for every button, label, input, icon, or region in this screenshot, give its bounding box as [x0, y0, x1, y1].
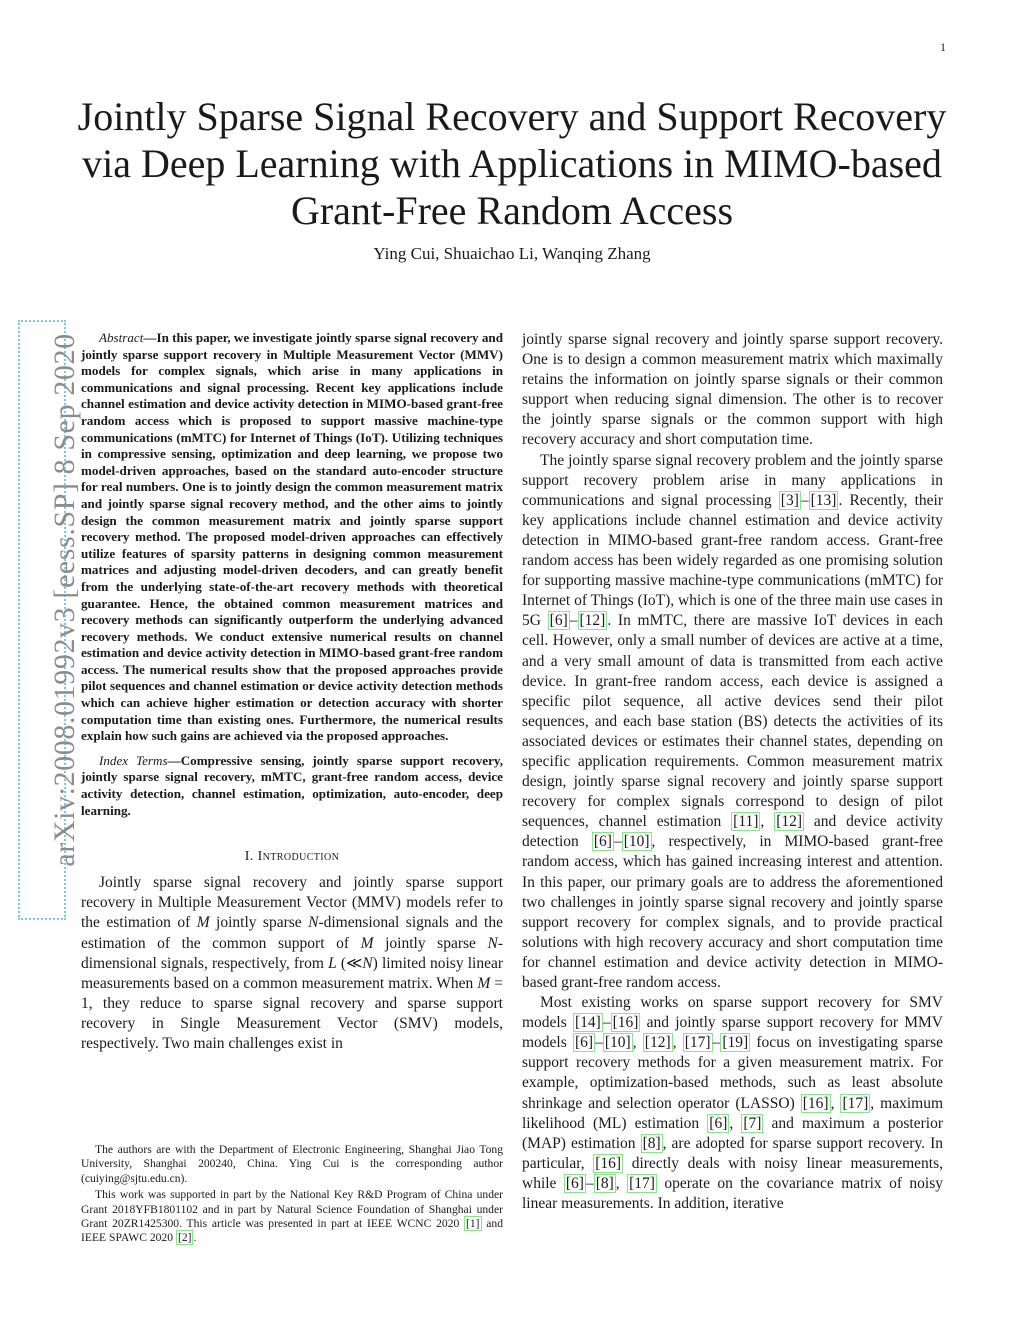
citation-link[interactable]: [14]	[574, 1014, 601, 1032]
text-run: The jointly sparse signal recovery problem and the jointly sparse support recovery problem arise in many applications in communications and signal processing	[522, 451, 943, 509]
citation-link[interactable]: [12]	[644, 1034, 671, 1052]
text-run: Most existing works on sparse support recovery for SMV models	[522, 994, 943, 1032]
left-column	[81, 330, 503, 1054]
citation-link[interactable]: [16]	[612, 1014, 639, 1032]
citation-link[interactable]: [7]	[743, 1114, 762, 1132]
text-run: ,	[632, 1034, 643, 1052]
related-work-paragraph	[522, 993, 943, 1214]
citation-link[interactable]: [13]	[810, 491, 837, 509]
citation-link[interactable]: [6]	[565, 1174, 584, 1192]
text-run: jointly sparse	[209, 914, 309, 932]
intro-paragraph-continued: jointly sparse signal recovery and jointly sparse support recovery. One is to design a common measurement matrix which maximally retains the information on jointly sparse signals or their common support when reducing signal dimension. The other is to recover the jointly sparse signals or the common support with high recovery accuracy and short computation time.	[522, 331, 943, 449]
text-run: , are adopted for sparse support recovery. In particular,	[522, 1134, 943, 1172]
section-heading-introduction	[81, 849, 503, 865]
page-number: 1	[940, 40, 946, 54]
text-run: focus on investigating sparse support recovery methods for a given measurement matrix. For example, optimization-based methods, such as least absolute shrinkage and selection operator (LASSO)	[522, 1034, 944, 1112]
citation-link[interactable]: [6]	[549, 612, 568, 630]
text-run: –	[569, 612, 578, 630]
abstract	[81, 330, 503, 745]
text-run: –	[585, 1174, 594, 1192]
abstract-lead: Abstract	[99, 330, 144, 345]
text-run: –	[712, 1034, 721, 1052]
citation-link[interactable]: [17]	[842, 1094, 869, 1112]
math-symbol: N	[308, 914, 319, 932]
citation-link[interactable]: [6]	[593, 833, 612, 851]
text-run: = 1, they reduce to sparse signal recovery and sparse support recovery in Single Measurement Vector (SMV) models, respectively. Two main challenges exist in	[81, 974, 503, 1052]
text-run: and maximum a posterior (MAP) estimation	[522, 1114, 943, 1152]
citation-link[interactable]: [10]	[623, 833, 650, 851]
text-run: ) limited noisy linear measurements based on a common measurement matrix. When	[81, 954, 504, 992]
citation-link[interactable]: [8]	[595, 1174, 614, 1192]
citation-link[interactable]: [10]	[604, 1034, 631, 1052]
text-run: -dimensional signals, respectively, from	[81, 934, 503, 972]
text-run: and jointly sparse support recovery for MMV models	[522, 1014, 943, 1052]
text-run: This work was supported in part by the National Key R&D Program of China under Grant 2018YFB1801102 and in part by Natural Science Foundation of Shanghai under Grant 20ZR1425300. This article was presented in part at IEEE WCNC 2020	[81, 1188, 503, 1231]
abstract-text: —In this paper, we investigate jointly sparse signal recovery and jointly sparse support recovery in Multiple Measurement Vector (MMV) models for complex signals, which arise in many applications in communications and signal processing. Recent key applications include channel estimation and device activity detection in MIMO-based grant-free random access which is proposed to support massive machine-type communications (mMTC) for Internet of Things (IoT). Utilizing techniques in compressive sensing, optimization and deep learning, we propose two model-driven approaches, based on the standard auto-encoder structure for real numbers. One is to jointly design the common measurement matrix and jointly sparse signal recovery method, and the other aims to jointly design the common measurement matrix and jointly sparse support recovery method. The proposed model-driven approaches can effectively utilize features of sparsity patterns in designing common measurement matrices and adjusting model-driven decoders, and can greatly benefit from the underlying state-of-the-art recovery methods with theoretical guarantee. Hence, the obtained common measurement matrices and recovery methods can significantly outperform the underlying advanced recovery methods. We conduct extensive numerical results on channel estimation and device activity detection in MIMO-based grant-free random access. The numerical results show that the proposed approaches provide pilot sequences and channel estimation or device activity detection methods which can achieve higher estimation or detection accuracy with shorter computation time than existing ones. Furthermore, the numerical results explain how such gains are achieved via the proposed approaches.	[81, 330, 503, 744]
citation-link[interactable]: [6]	[575, 1034, 594, 1052]
footnote-affiliation: The authors are with the Department of Electronic Engineering, Shanghai Jiao Tong University, Shanghai 200240, China. Ying Cui is the corresponding author (cuiying@sjtu.edu.cn).	[81, 1143, 503, 1185]
text-run: ,	[729, 1114, 742, 1132]
citation-link[interactable]: [1]	[466, 1217, 480, 1231]
text-run: ,	[672, 1034, 683, 1052]
applications-paragraph	[522, 451, 943, 994]
text-run: and IEEE SPAWC 2020	[81, 1217, 504, 1245]
math-symbol: L	[328, 954, 337, 972]
intro-paragraph	[81, 873, 503, 1054]
paper-title: Jointly Sparse Signal Recovery and Support Recovery via Deep Learning with Applications in MIMO-based Grant-Free Random Access	[77, 94, 947, 233]
citation-link[interactable]: [17]	[629, 1174, 655, 1192]
citation-link[interactable]: [6]	[709, 1114, 728, 1132]
text-run: –	[800, 491, 809, 509]
math-symbol: M	[196, 914, 210, 932]
math-symbol: N	[487, 934, 498, 952]
text-run: .	[193, 1231, 197, 1245]
index-terms-text: —Compressive sensing, jointly sparse support recovery, jointly sparse signal recovery, mMTC, grant-free random access, device activity detection, channel estimation, optimization, auto-encoder, deep learning.	[81, 752, 503, 818]
arxiv-stamp: arXiv:2008.01992v3 [eess.SP] 8 Sep 2020	[48, 333, 81, 867]
text-run: –	[595, 1034, 603, 1052]
text-run: –	[602, 1014, 611, 1032]
text-run: directly deals with noisy linear measurements, while	[522, 1154, 943, 1192]
text-run: and device activity detection	[522, 813, 944, 851]
citation-link[interactable]: [8]	[642, 1134, 661, 1152]
text-run: jointly sparse	[373, 934, 488, 952]
section-numeral: I.	[244, 849, 258, 865]
math-symbol: N	[362, 954, 373, 972]
math-symbol: M	[477, 974, 491, 992]
citation-link[interactable]: [12]	[579, 612, 606, 630]
citation-link[interactable]: [16]	[595, 1154, 622, 1172]
text-run: . In mMTC, there are massive IoT devices in each cell. However, only a small number of devices are active at a time, and a very small amount of data is transmitted from each active device. In grant-free random access, each device is assigned a specific pilot sequence, all active devices send their pilot sequences, and each base station (BS) detects the activities of its associated devices or estimates their channel states, depending on specific application requirements. Common measurement matrix design, jointly sparse signal recovery and jointly sparse support recovery for complex signals correspond to design of pilot sequences, channel estimation	[522, 612, 943, 831]
index-terms-lead: Index Terms	[99, 752, 168, 768]
section-title: Introduction	[257, 849, 340, 865]
citation-link[interactable]: [12]	[776, 813, 803, 831]
text-run: -dimensional signals and the estimation of the common support of	[81, 914, 503, 952]
text-run: , respectively, in MIMO-based grant-free random access, which has gained increasing interest and attention. In this paper, our primary goals are to address the aforementioned two challenges in jointly sparse signal recovery and jointly sparse support recovery for complex signals, and to provide practical solutions with high recovery accuracy and short computation time for channel estimation and device activity detection in MIMO-based grant-free random access.	[522, 833, 943, 991]
citation-link[interactable]: [16]	[802, 1094, 829, 1112]
index-terms	[81, 753, 503, 819]
citation-link[interactable]: [11]	[733, 813, 759, 831]
text-run: ,	[830, 1094, 841, 1112]
text-run: Jointly sparse signal recovery and jointly sparse support recovery in Multiple Measurement Vector (MMV) models refer to the estimation of	[81, 874, 503, 932]
right-column	[522, 330, 943, 1214]
text-run: (≪	[336, 954, 363, 972]
citation-link[interactable]: [17]	[684, 1034, 711, 1052]
text-run: ,	[760, 813, 775, 831]
text-run: –	[613, 833, 622, 851]
citation-link[interactable]: [19]	[722, 1034, 749, 1052]
author-list: Ying Cui, Shuaichao Li, Wanqing Zhang	[373, 244, 651, 263]
citation-link[interactable]: [2]	[177, 1231, 192, 1245]
text-run: . Recently, their key applications include channel estimation and device activity detection in MIMO-based grant-free random access. Grant-free random access has been widely regarded as one promising solution for supporting massive machine-type communications (mMTC) for Internet of Things (IoT), which is one of the three main use cases in 5G	[522, 491, 943, 630]
math-symbol: M	[360, 934, 374, 952]
footnotes	[81, 1143, 503, 1246]
text-run: ,	[615, 1174, 628, 1192]
footnote-funding	[81, 1188, 503, 1246]
text-run: operate on the covariance matrix of noisy linear measurements. In addition, iterative	[522, 1174, 944, 1213]
citation-link[interactable]: [3]	[780, 491, 799, 509]
text-run: , maximum likelihood (ML) estimation	[522, 1094, 944, 1132]
